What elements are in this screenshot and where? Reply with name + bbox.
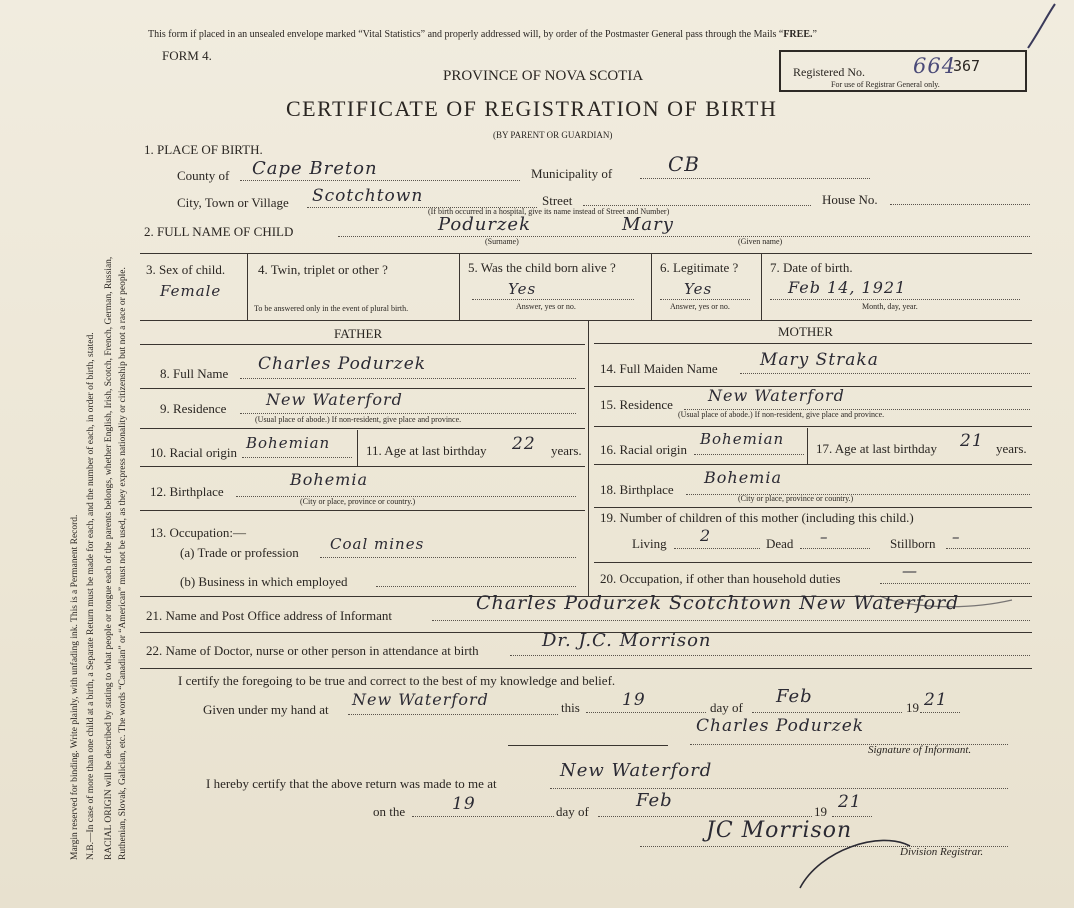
father-business-label: (b) Business in which employed	[180, 574, 348, 589]
father-residence-label: 9. Residence	[160, 401, 227, 416]
twin-note: To be answered only in the event of plural birth.	[254, 304, 409, 313]
stillborn-value: –	[952, 528, 961, 546]
registrar-caption: Division Registrar.	[900, 846, 984, 858]
cert-month-value: Feb	[776, 686, 813, 707]
given-caption: (Given name)	[738, 237, 783, 246]
province-heading: PROVINCE OF NOVA SCOTIA	[443, 68, 644, 84]
father-years-label: years.	[551, 443, 582, 458]
registrar-signature: JC Morrison	[706, 818, 853, 843]
registered-number: 367	[953, 57, 981, 75]
father-age-label: 11. Age at last birthday	[366, 443, 487, 458]
twin-label: 4. Twin, triplet or other ?	[258, 262, 388, 277]
reg-day-of-label: day of	[556, 804, 589, 819]
signature-caption: Signature of Informant.	[868, 744, 972, 756]
alive-value: Yes	[508, 280, 537, 298]
doctor-value: Dr. J.C. Morrison	[542, 630, 712, 651]
mother-age-value: 21	[960, 431, 984, 451]
page-subtitle: (BY PARENT OR GUARDIAN)	[493, 130, 613, 140]
living-label: Living	[632, 536, 667, 551]
mail-note: This form if placed in an unsealed envelope marked “Vital Statistics” and properly addressed will, by order of the Postmaster General pass through the Mails “FREE.”	[148, 29, 817, 40]
place-of-birth-label: 1. PLACE OF BIRTH.	[144, 142, 263, 157]
corner-pen-stroke	[1028, 4, 1055, 48]
mother-residence-value: New Waterford	[708, 386, 845, 405]
dob-caption: Month, day, year.	[862, 302, 918, 311]
city-label: City, Town or Village	[177, 195, 289, 210]
father-trade-value: Coal mines	[330, 535, 425, 553]
father-birthplace-label: 12. Birthplace	[150, 484, 224, 499]
given-label: Given under my hand at	[203, 702, 329, 717]
mother-name-value: Mary Straka	[760, 350, 879, 370]
mother-birthplace-label: 18. Birthplace	[600, 482, 674, 497]
registered-label: Registered No.	[793, 65, 865, 79]
mother-age-label: 17. Age at last birthday	[816, 441, 937, 456]
father-residence-value: New Waterford	[266, 390, 403, 409]
dead-value: –	[820, 528, 829, 546]
certify-statement: I certify the foregoing to be true and correct to the best of my knowledge and belief.	[178, 673, 616, 688]
given-place-value: New Waterford	[352, 690, 489, 709]
father-name-value: Charles Podurzek	[258, 354, 427, 374]
child-given-name: Mary	[622, 214, 674, 235]
informant-label: 21. Name and Post Office address of Informant	[146, 608, 392, 623]
informant-value: Charles Podurzek Scotchtown New Waterford	[476, 592, 960, 614]
father-birthplace-caption: (City or place, province or country.)	[300, 497, 416, 506]
informant-signature: Charles Podurzek	[696, 716, 865, 736]
sex-value: Female	[160, 282, 222, 300]
mother-occupation-value: —	[902, 562, 918, 580]
reg-year-prefix: 19	[814, 804, 827, 819]
registrar-note: For use of Registrar General only.	[831, 80, 940, 89]
dead-label: Dead	[766, 536, 794, 551]
margin-note-4: Ruthenian, Slovak, Galician, etc. The words “Canadian” or “American” must not be used, as they express nationality or citizenship but not a race or people.	[118, 267, 128, 860]
cert-year-prefix: 19	[906, 700, 919, 715]
doctor-label: 22. Name of Doctor, nurse or other person in attendance at birth	[146, 643, 479, 658]
reg-day-value: 19	[452, 794, 476, 814]
father-heading: FATHER	[334, 326, 383, 341]
hospital-note: (If birth occurred in a hospital, give its name instead of Street and Number)	[428, 207, 670, 216]
alive-caption: Answer, yes or no.	[516, 302, 576, 311]
this-label: this	[561, 700, 580, 715]
mother-children-label: 19. Number of children of this mother (including this child.)	[600, 510, 914, 525]
reg-month-value: Feb	[636, 790, 673, 811]
legit-value: Yes	[684, 280, 713, 298]
father-age-value: 22	[512, 434, 536, 454]
mother-birthplace-caption: (City or place, province or country.)	[738, 494, 854, 503]
surname-caption: (Surname)	[485, 237, 519, 246]
father-racial-label: 10. Racial origin	[150, 445, 238, 460]
mother-birthplace-value: Bohemia	[704, 468, 782, 487]
living-value: 2	[700, 526, 712, 545]
legit-caption: Answer, yes or no.	[670, 302, 730, 311]
margin-note-1: Margin reserved for binding. Write plainly, with unfading ink. This is a Permanent Record.	[70, 514, 80, 860]
street-label: Street	[542, 193, 573, 208]
dob-label: 7. Date of birth.	[770, 260, 853, 275]
cert-day-of-label: day of	[710, 700, 743, 715]
house-label: House No.	[822, 192, 878, 207]
registrar-statement: I hereby certify that the above return was made to me at	[206, 776, 497, 791]
sex-label: 3. Sex of child.	[146, 262, 226, 277]
father-birthplace-value: Bohemia	[290, 470, 368, 489]
margin-note-2: N.B.—In case of more than one child at a birth, a Separate Return must be made for each, and the number of each, in order of birth, stated.	[86, 332, 96, 860]
father-occupation-label: 13. Occupation:—	[150, 525, 247, 540]
municipality-value: CB	[668, 152, 700, 176]
mother-occupation-label: 20. Occupation, if other than household duties	[600, 571, 841, 586]
county-value: Cape Breton	[252, 158, 378, 179]
father-racial-value: Bohemian	[246, 434, 331, 452]
informant-flourish	[880, 596, 1012, 607]
mother-residence-caption: (Usual place of abode.) If non-resident, give place and province.	[678, 410, 885, 419]
alive-label: 5. Was the child born alive ?	[468, 260, 616, 275]
mother-racial-value: Bohemian	[700, 430, 785, 448]
mother-years-label: years.	[996, 441, 1027, 456]
father-trade-label: (a) Trade or profession	[180, 545, 299, 560]
form-number: FORM 4.	[162, 48, 212, 63]
cert-year-suffix: 21	[924, 690, 948, 710]
child-surname: Podurzek	[438, 214, 531, 235]
child-name-label: 2. FULL NAME OF CHILD	[144, 224, 294, 239]
legit-label: 6. Legitimate ?	[660, 260, 739, 275]
mother-name-label: 14. Full Maiden Name	[600, 361, 718, 376]
mother-racial-label: 16. Racial origin	[600, 442, 688, 457]
father-residence-caption: (Usual place of abode.) If non-resident, give place and province.	[255, 415, 462, 424]
city-value: Scotchtown	[312, 186, 424, 206]
cert-day-value: 19	[622, 690, 646, 710]
reg-year-suffix: 21	[838, 792, 862, 812]
on-the-label: on the	[373, 804, 406, 819]
margin-note-3: RACIAL ORIGIN will be described by stating to what people or tongue each of the parents belongs, whether English, Irish, Scotch, French, German, Russian,	[104, 256, 114, 860]
signature-flourish	[800, 840, 910, 888]
stillborn-label: Stillborn	[890, 536, 936, 551]
father-name-label: 8. Full Name	[160, 366, 229, 381]
dob-value: Feb 14, 1921	[788, 278, 907, 297]
municipality-label: Municipality of	[531, 166, 613, 181]
mother-residence-label: 15. Residence	[600, 397, 673, 412]
mother-heading: MOTHER	[778, 324, 833, 339]
county-label: County of	[177, 168, 230, 183]
page-title: CERTIFICATE OF REGISTRATION OF BIRTH	[286, 96, 778, 121]
registrar-place-value: New Waterford	[560, 760, 713, 781]
registered-handwritten: 664	[913, 54, 957, 78]
